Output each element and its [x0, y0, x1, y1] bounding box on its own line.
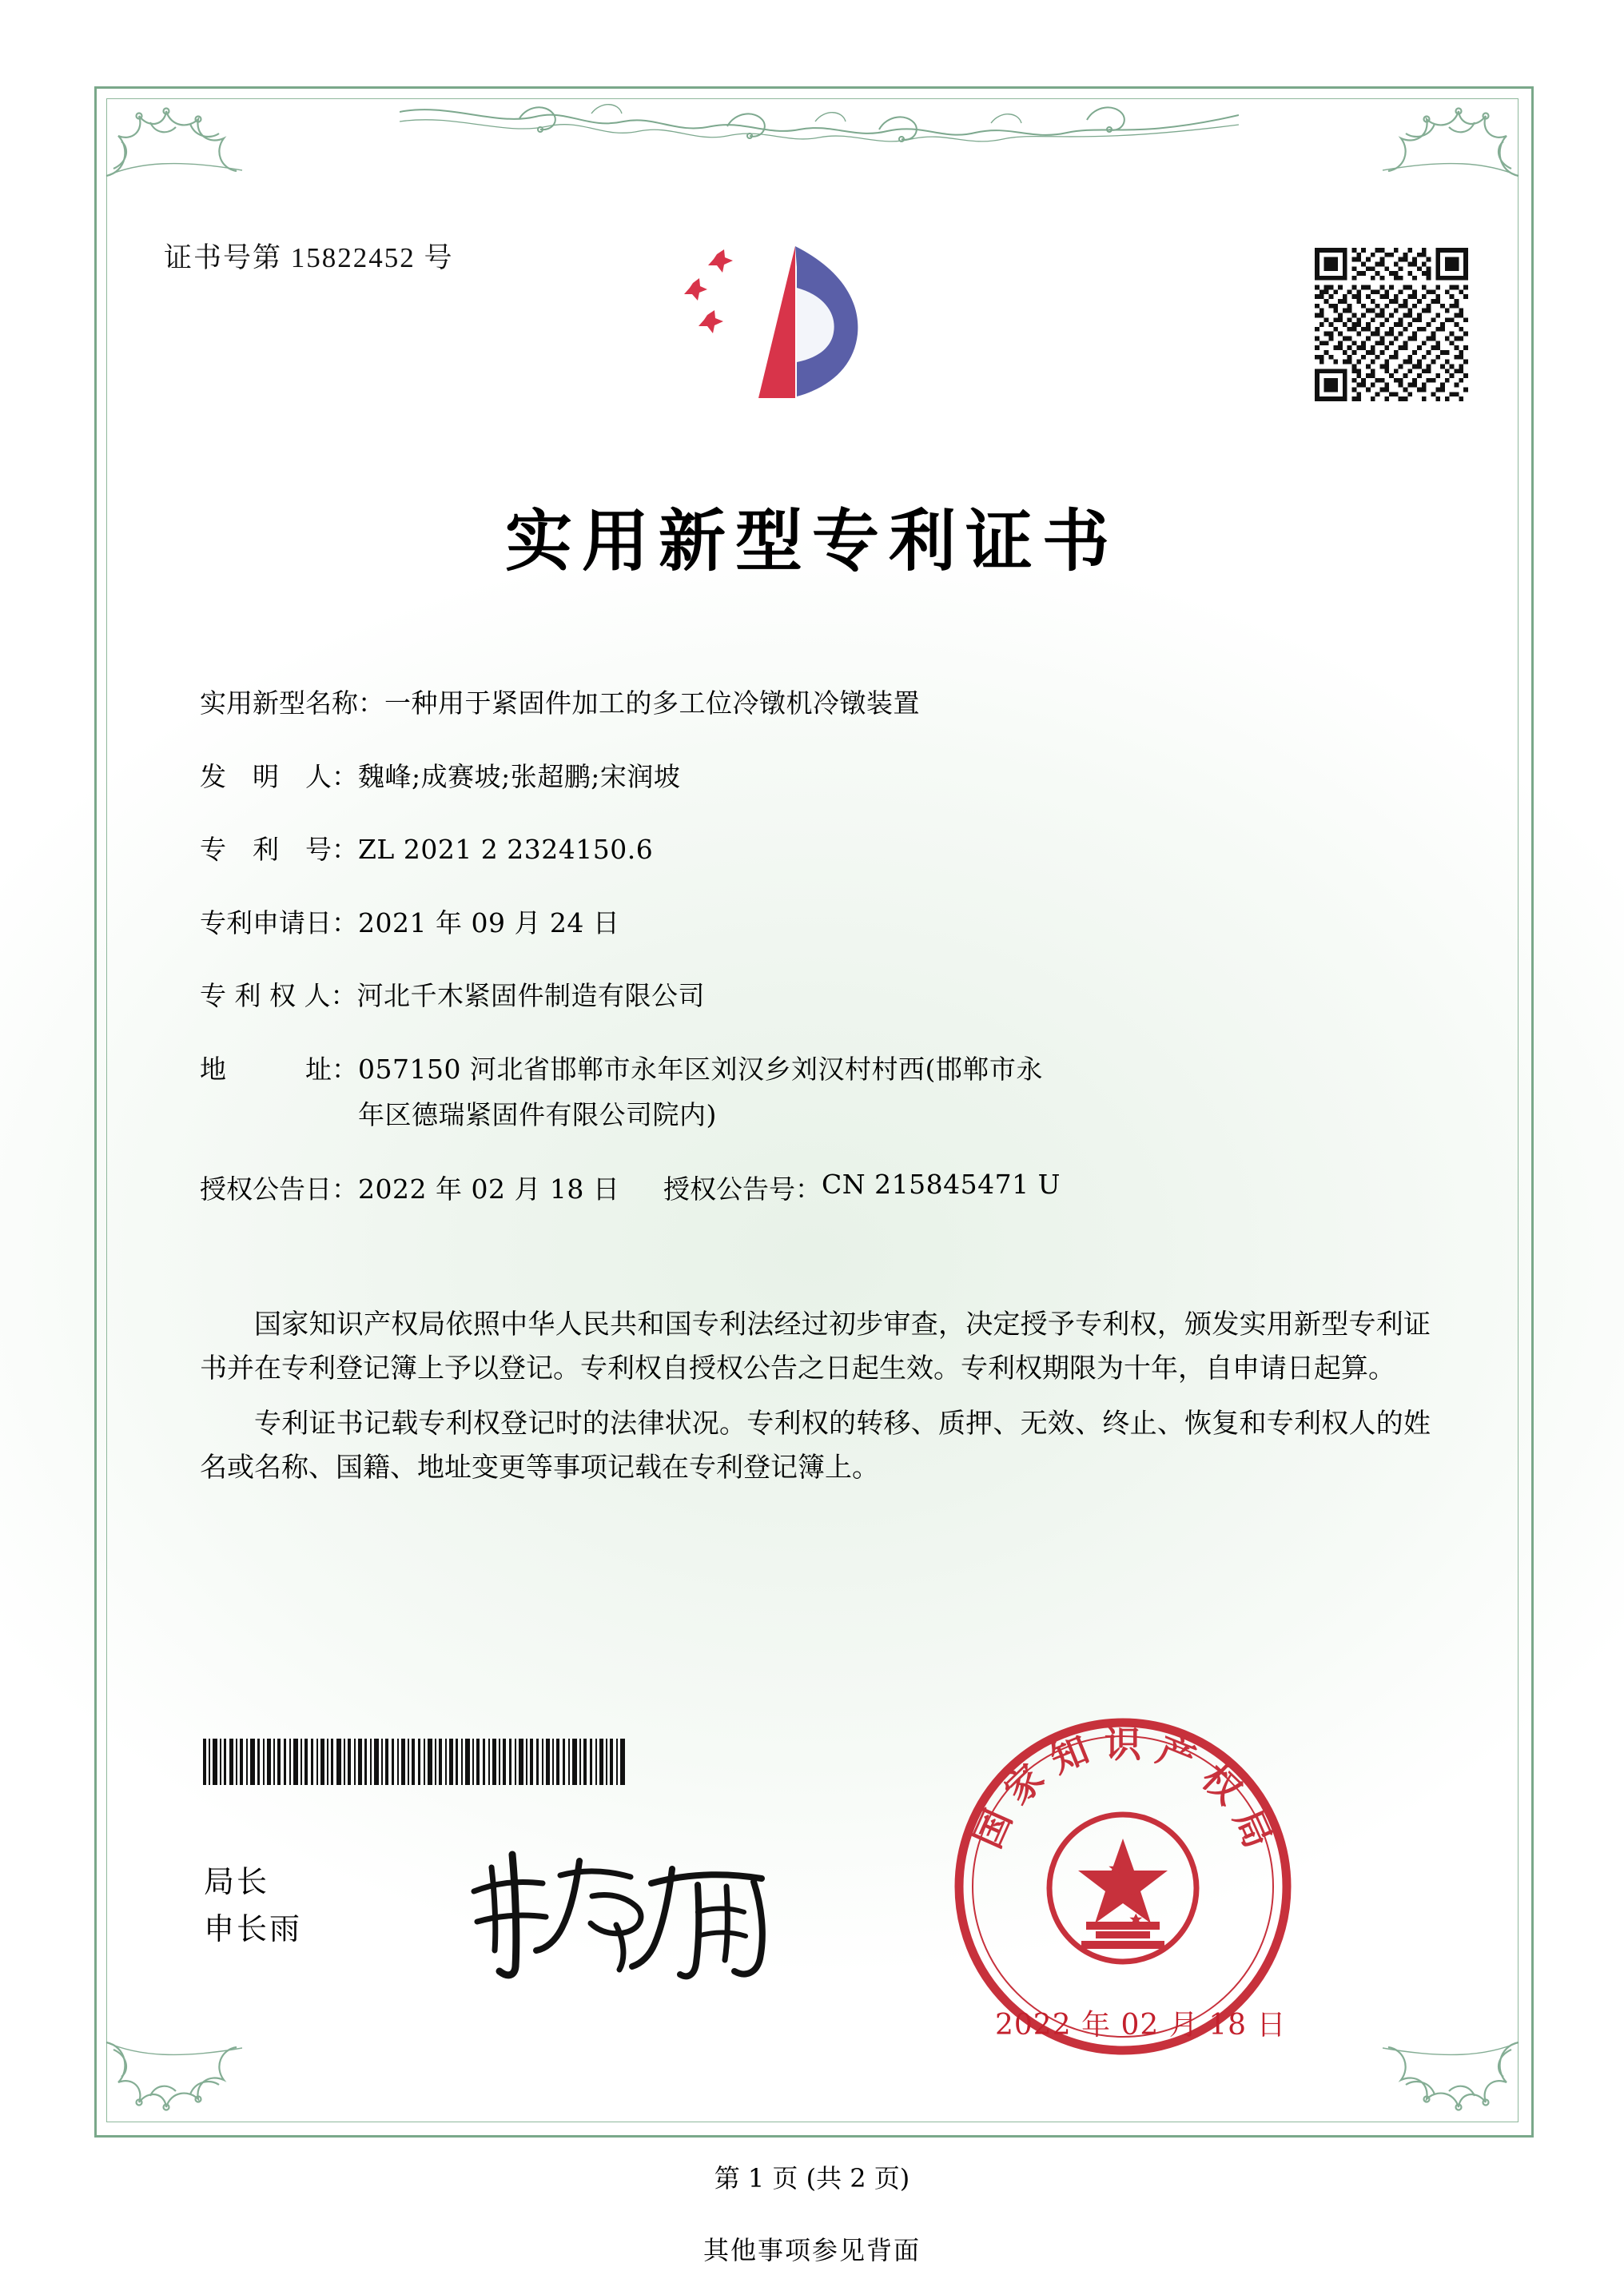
address-line-2: 年区德瑞紧固件有限公司院内) — [358, 1099, 717, 1130]
field-value: CN 215845471 U — [822, 1168, 1061, 1200]
page-number: 第 1 页 (共 2 页) — [714, 2163, 910, 2193]
field-value: 2021 年 09 月 24 日 — [358, 906, 620, 938]
field-label: 实用新型名称： — [200, 687, 384, 719]
field-value — [358, 1050, 1447, 1135]
svg-text:国: 国 — [965, 1803, 1021, 1855]
body-text — [200, 1303, 1431, 1501]
field-label: 授权公告日： — [200, 1173, 358, 1205]
director-name: 申长雨 — [204, 1910, 303, 1946]
svg-text:产: 产 — [1151, 1727, 1202, 1782]
field-patent-number — [200, 830, 1447, 870]
back-note: 其他事项参见背面 — [703, 2235, 921, 2265]
announcement-row — [200, 1169, 1447, 1206]
paragraph-1: 国家知识产权局依照中华人民共和国专利法经过初步审查，决定授予专利权，颁发实用新型专利证书并在专利登记簿上予以登记。专利权自授权公告之日起生效。专利权期限为十年，自申请日起算。 — [200, 1309, 1431, 1385]
svg-text:权: 权 — [1193, 1755, 1250, 1813]
address-line-1: 057150 河北省邯郸市永年区刘汉乡刘汉村村西(邯郸市永 — [358, 1053, 1043, 1085]
field-announcement-date — [200, 1169, 663, 1206]
field-label: 授权公告号： — [663, 1173, 822, 1205]
field-utility-model-name — [200, 683, 1447, 723]
page-title: 实用新型专利证书 — [504, 501, 1119, 580]
svg-text:家: 家 — [996, 1755, 1053, 1813]
corner-ornament-icon — [1379, 2038, 1522, 2126]
field-patentee — [200, 976, 1447, 1016]
paragraph-2: 专利证书记载专利权登记时的法律状况。专利权的转移、质押、无效、终止、恢复和专利权人的姓名或名称、国籍、地址变更等事项记载在专利登记簿上。 — [200, 1408, 1431, 1484]
field-value: 河北千木紧固件制造有限公司 — [356, 980, 705, 1011]
field-announcement-number — [663, 1169, 1061, 1206]
field-label: 专 利 号： — [200, 834, 358, 865]
field-value: 2022 年 02 月 18 日 — [358, 1173, 620, 1205]
field-address — [200, 1050, 1447, 1135]
director-signature — [460, 1839, 811, 1982]
svg-text:识: 识 — [1105, 1723, 1141, 1766]
top-ornament-icon — [400, 94, 1239, 174]
field-application-date — [200, 903, 1447, 943]
qr-code — [1315, 248, 1468, 401]
field-label: 专 利 权 人： — [200, 980, 357, 1011]
corner-ornament-icon — [1379, 92, 1522, 180]
cnipa-logo — [675, 232, 931, 424]
field-label: 专利申请日： — [200, 906, 358, 938]
field-label: 地 址： — [200, 1053, 358, 1085]
field-value: 一种用于紧固件加工的多工位冷镦机冷镦装置 — [384, 687, 920, 719]
field-label: 发 明 人： — [200, 760, 358, 792]
field-inventors — [200, 757, 1447, 797]
director-title-label: 局长 — [204, 1864, 270, 1899]
corner-ornament-icon — [102, 2038, 246, 2126]
director-block — [204, 1859, 302, 1953]
field-value: 魏峰;成赛坡;张超鹏;宋润坡 — [358, 760, 681, 792]
seal-date: 2022 年 02 月 18 日 — [995, 2009, 1287, 2042]
svg-text:知: 知 — [1044, 1727, 1095, 1782]
field-value: ZL 2021 2 2324150.6 — [358, 834, 654, 865]
corner-ornament-icon — [102, 92, 246, 180]
certificate-fields — [200, 683, 1447, 1240]
certificate-number: 证书号第 15822452 号 — [164, 242, 454, 273]
svg-text:局: 局 — [1225, 1803, 1280, 1855]
barcode — [201, 1739, 629, 1785]
